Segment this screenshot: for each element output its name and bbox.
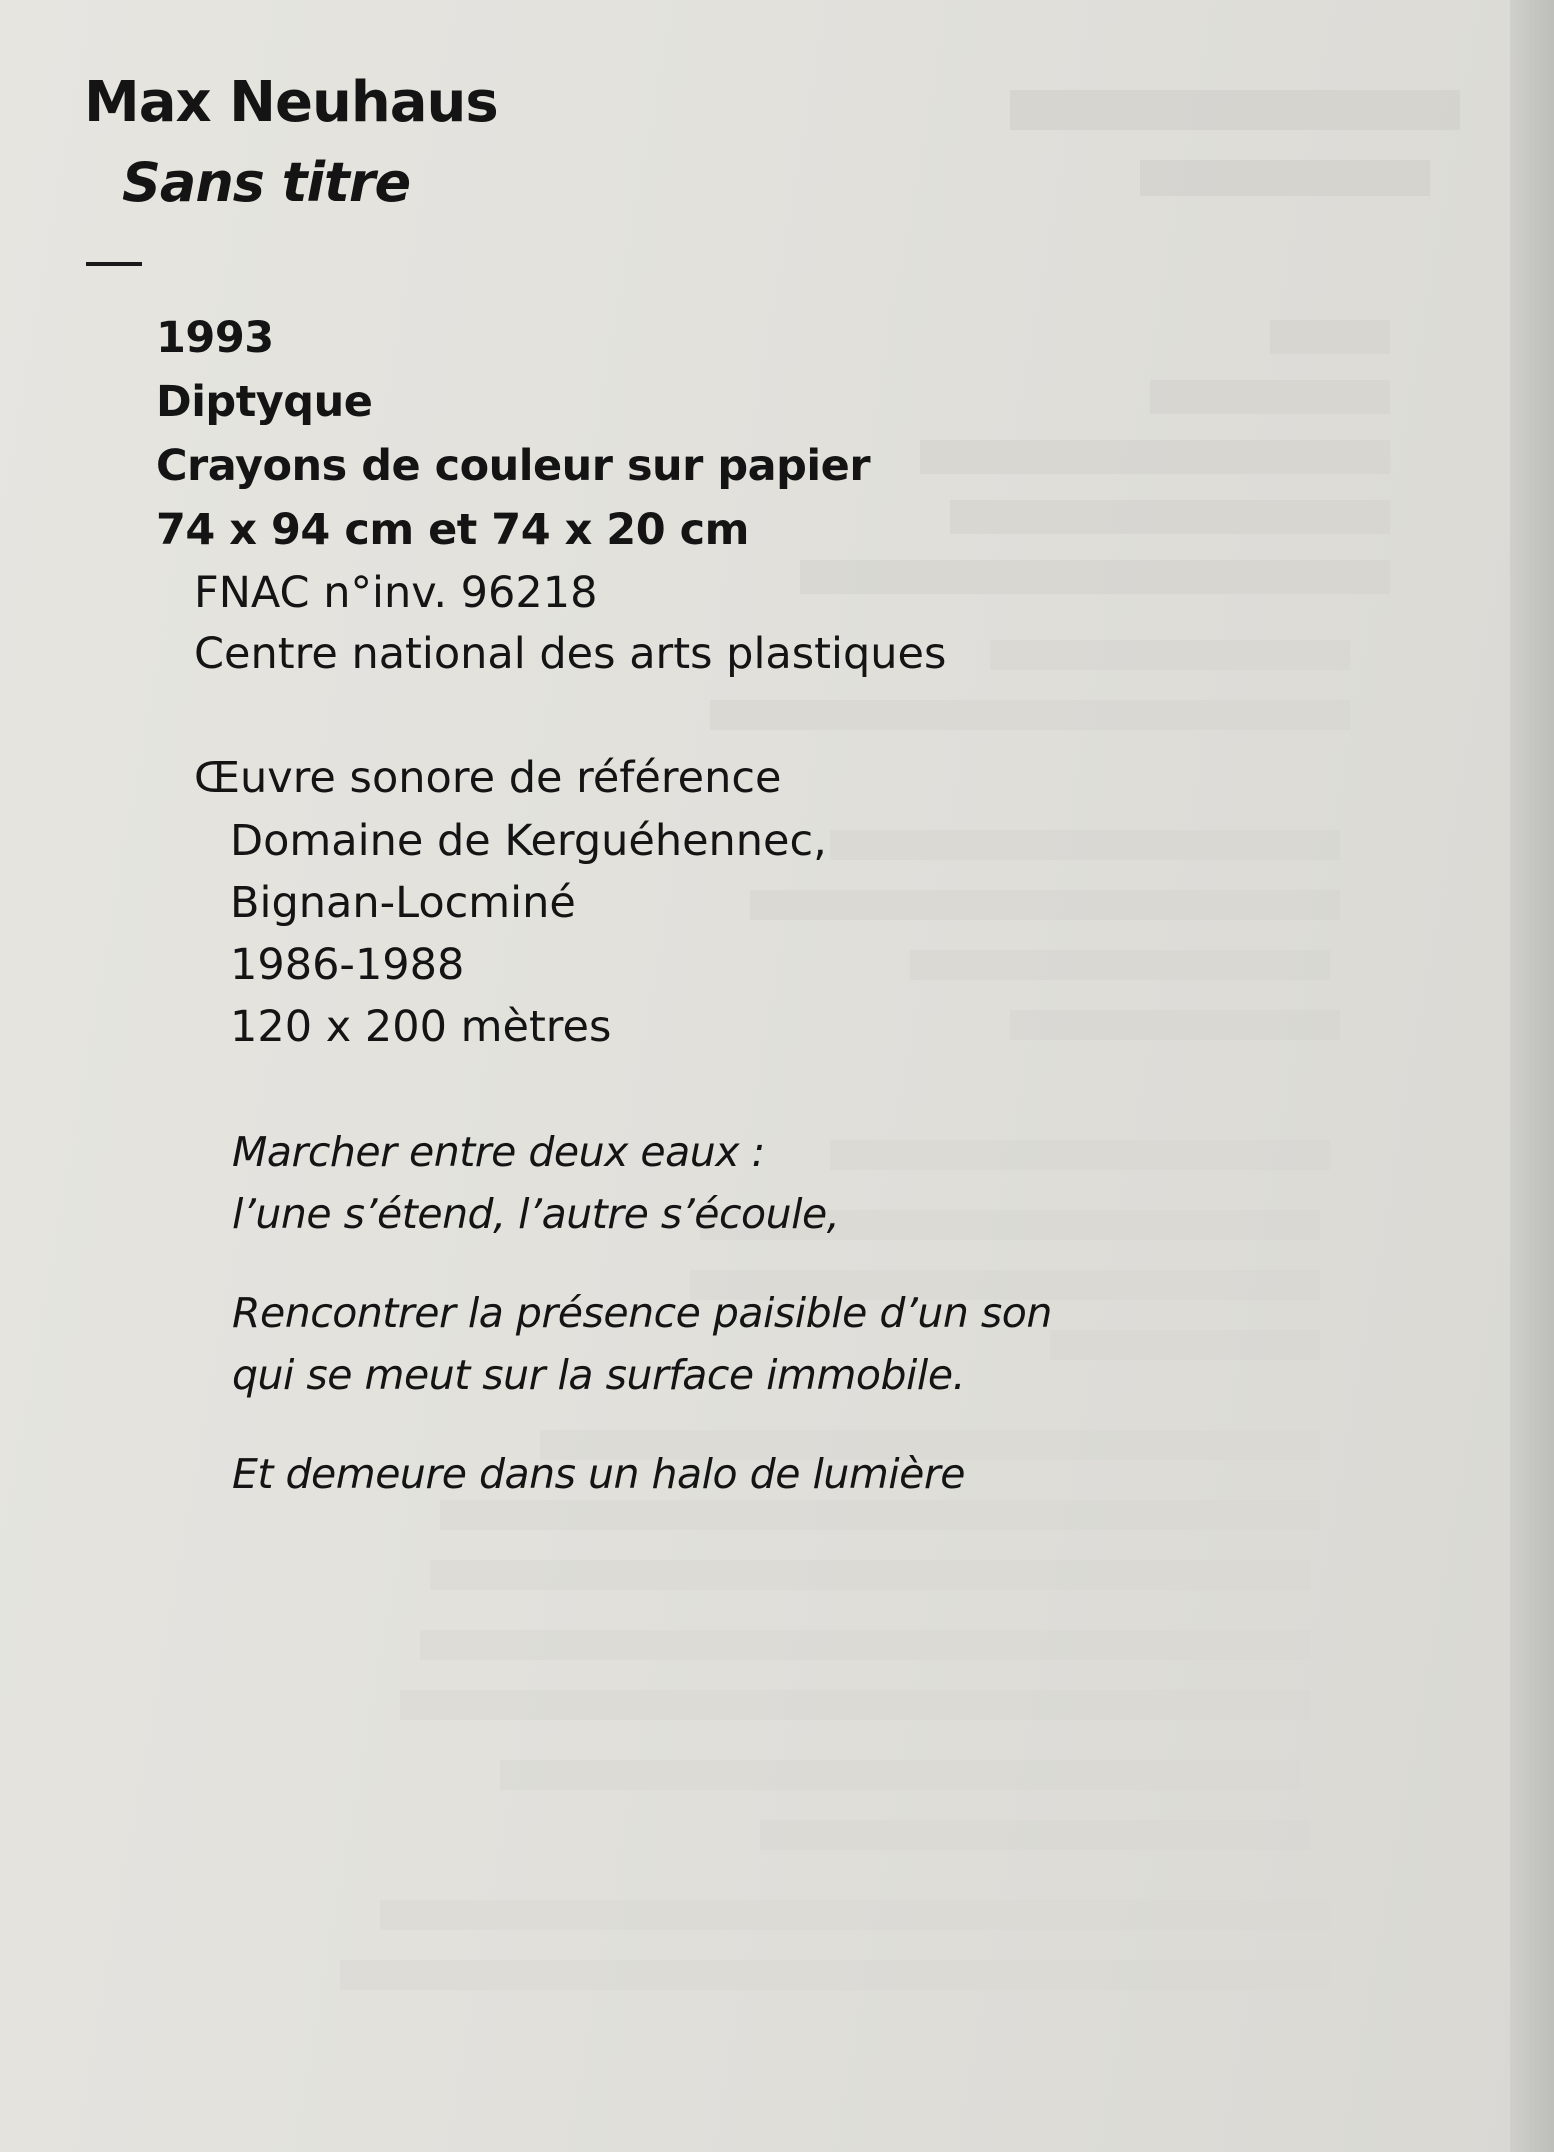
- artwork-specifications: [156, 306, 870, 562]
- poem-line: l’une s’étend, l’autre s’écoule,: [232, 1190, 840, 1238]
- poem-line: Et demeure dans un halo de lumière: [232, 1450, 965, 1498]
- poem-line: Rencontrer la présence paisible d’un son: [232, 1289, 1052, 1337]
- poem-stanza-1: [232, 1121, 839, 1245]
- poem-line: qui se meut sur la surface immobile.: [232, 1351, 966, 1399]
- inventory-number: FNAC n°inv. 96218: [194, 568, 598, 618]
- title-divider: [86, 262, 142, 266]
- artist-name: Max Neuhaus: [84, 70, 498, 135]
- page-edge-shadow: [1510, 0, 1554, 2152]
- reference-work-details: [230, 810, 827, 1058]
- artwork-title: Sans titre: [122, 151, 411, 214]
- artwork-medium: Crayons de couleur sur papier: [156, 441, 871, 491]
- reference-dimensions: 120 x 200 mètres: [230, 1002, 612, 1052]
- poem-stanza-2: [232, 1282, 1052, 1406]
- artwork-dimensions: 74 x 94 cm et 74 x 20 cm: [156, 505, 749, 555]
- reference-work-heading: Œuvre sonore de référence: [194, 753, 782, 803]
- reference-town: Bignan-Locminé: [230, 878, 576, 928]
- collection-owner: Centre national des arts plastiques: [194, 629, 947, 679]
- poem-line: Marcher entre deux eaux :: [232, 1128, 765, 1176]
- poem-stanza-3: [232, 1443, 965, 1505]
- reference-location: Domaine de Kerguéhennec,: [230, 816, 827, 866]
- reference-dates: 1986-1988: [230, 940, 465, 990]
- artwork-format: Diptyque: [156, 377, 373, 427]
- collection-info: [194, 563, 946, 685]
- artwork-year: 1993: [156, 313, 274, 363]
